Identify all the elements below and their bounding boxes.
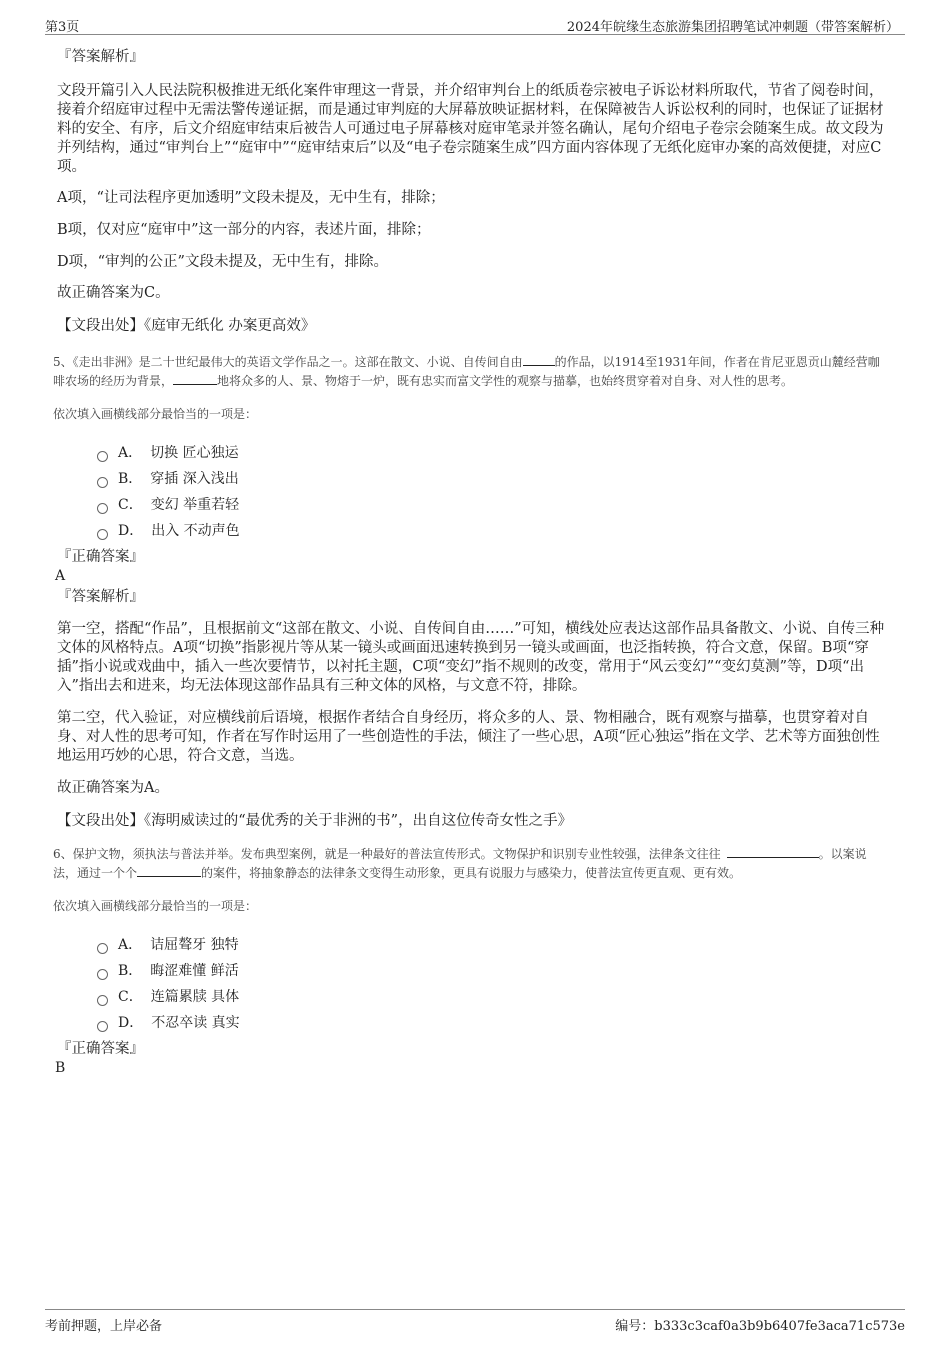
fill-blank bbox=[137, 864, 201, 877]
analysis-paragraph-1: 第一空，搭配“作品”，且根据前文“这部在散文、小说、自传间自由……”可知，横线处应表达这部作品具备散文、小说、自传三种文体的风格特点。A项“切换”指影视片等从某一镜头或画面迅速转换到另一镜头或画面，也泛指转换，符合文意，保留。B项“穿插”指小说或戏曲中，插入一些次要情节，以衬托主题，C项“变幻”指不规则的改变，常用于“风云变幻”“变幻莫测”等，D项“出入”指出去和进来，均无法体现这部作品具有三种文体的风格，与文意不符，排除。 bbox=[57, 621, 885, 694]
text-source: 【文段出处】《海明威读过的“最优秀的关于非洲的书”，出自这位传奇女性之手》 bbox=[57, 813, 573, 829]
option-c[interactable]: C． 变幻 举重若轻 bbox=[97, 492, 887, 518]
option-d[interactable]: D． 出入 不动声色 bbox=[97, 518, 887, 544]
analysis-paragraph-2: 第二空，代入验证，对应横线前后语境，根据作者结合自身经历，将众多的人、景、物相融合，既有观察与描摹，也贯穿着对自身、对人性的思考可知，作者在写作时运用了一些创造性的手法，倾注了一些心思，A项“匠心独运”指在文学、艺术等方面独创性地运用巧妙的心思，符合文意，当选。 bbox=[57, 710, 880, 764]
text-source: 【文段出处】《庭审无纸化 办案更高效》 bbox=[57, 318, 316, 334]
fill-blank bbox=[173, 372, 217, 385]
radio-icon[interactable] bbox=[97, 503, 108, 514]
question-6-text: 6、保护文物，须执法与普法并举。发布典型案例，就是一种最好的普法宣传形式。文物保护和识别专业性较强，法律条文往往 。以案说法，通过一个个 的案件，将抽象静态的法律条文变得生动形象，更具有说服力与感染力，使普法宣传更直观、更有效。 bbox=[53, 847, 867, 880]
question-6-options bbox=[97, 932, 887, 1036]
page-number: 第3页 bbox=[45, 20, 80, 35]
page-content bbox=[53, 48, 887, 1078]
analysis-option-a: A项，“让司法程序更加透明”文段未提及，无中生有，排除； bbox=[57, 190, 445, 206]
analysis-option-d: D项，“审判的公正”文段未提及，无中生有，排除。 bbox=[57, 254, 388, 270]
option-a[interactable]: A． 诘屈聱牙 独特 bbox=[97, 932, 887, 958]
radio-icon[interactable] bbox=[97, 969, 108, 980]
correct-answer-label: 『正确答案』 bbox=[57, 1041, 144, 1057]
analysis-option-b: B项，仅对应“庭审中”这一部分的内容，表述片面，排除； bbox=[57, 222, 431, 238]
fill-blank bbox=[523, 353, 555, 366]
document-title: 2024年皖缘生态旅游集团招聘笔试冲刺题（带答案解析） bbox=[566, 20, 899, 35]
radio-icon[interactable] bbox=[97, 995, 108, 1006]
question-5-options bbox=[97, 440, 887, 544]
radio-icon[interactable] bbox=[97, 529, 108, 540]
analysis-text: 文段开篇引入人民法院积极推进无纸化案件审理这一背景，并介绍审判台上的纸质卷宗被电子诉讼材料所取代，节省了阅卷时间，接着介绍庭审过程中无需法警传递证据，而是通过审判庭的大屏幕放映证据材料，在保障被告人诉讼权利的同时，也保证了证据材料的安全、有序，后文介绍庭审结束后被告人可通过电子屏幕核对庭审笔录并签名确认，尾句介绍电子卷宗会随案生成。故文段为并列结构，通过“审判台上”“庭审中”“庭审结束后”以及“电子卷宗随案生成”四方面内容体现了无纸化庭审办案的高效便捷，对应C项。 bbox=[57, 83, 884, 175]
radio-icon[interactable] bbox=[97, 451, 108, 462]
correct-answer: B bbox=[55, 1060, 66, 1076]
question-number: 6、 bbox=[53, 847, 73, 861]
option-b[interactable]: B． 晦涩难懂 鲜活 bbox=[97, 958, 887, 984]
radio-icon[interactable] bbox=[97, 477, 108, 488]
option-c[interactable]: C． 连篇累牍 具体 bbox=[97, 984, 887, 1010]
fill-blank bbox=[727, 845, 819, 858]
option-b[interactable]: B． 穿插 深入浅出 bbox=[97, 466, 887, 492]
radio-icon[interactable] bbox=[97, 1021, 108, 1032]
question-5-hint: 依次填入画横线部分最恰当的一项是： bbox=[53, 407, 258, 421]
question-number: 5、 bbox=[53, 355, 73, 369]
option-a[interactable]: A． 切换 匠心独运 bbox=[97, 440, 887, 466]
analysis-conclusion: 故正确答案为C。 bbox=[57, 285, 170, 301]
question-6-hint: 依次填入画横线部分最恰当的一项是： bbox=[53, 899, 258, 913]
page-header bbox=[45, 14, 905, 35]
page-footer bbox=[45, 1309, 905, 1332]
correct-answer-label: 『正确答案』 bbox=[57, 549, 144, 565]
question-5-text: 5、《走出非洲》是二十世纪最伟大的英语文学作品之一。这部在散文、小说、自传间自由 的作品，以1914至1931年间，作者在肯尼亚恩贡山麓经营咖啡农场的经历为背景， 地将众多的人、景、物熔于一炉，既有忠实而富文学性的观察与描摹，也始终贯穿着对自身、对人性的思考。 bbox=[53, 355, 880, 388]
radio-icon[interactable] bbox=[97, 943, 108, 954]
analysis-conclusion: 故正确答案为A。 bbox=[57, 780, 169, 796]
analysis-label: 『答案解析』 bbox=[57, 589, 144, 605]
footer-slogan: 考前押题，上岸必备 bbox=[45, 1319, 163, 1334]
option-d[interactable]: D． 不忍卒读 真实 bbox=[97, 1010, 887, 1036]
correct-answer: A bbox=[55, 568, 66, 584]
document-id: 编号：b333c3caf0a3b9b6407fe3aca71c573e bbox=[615, 1319, 905, 1334]
analysis-label: 『答案解析』 bbox=[57, 49, 144, 65]
